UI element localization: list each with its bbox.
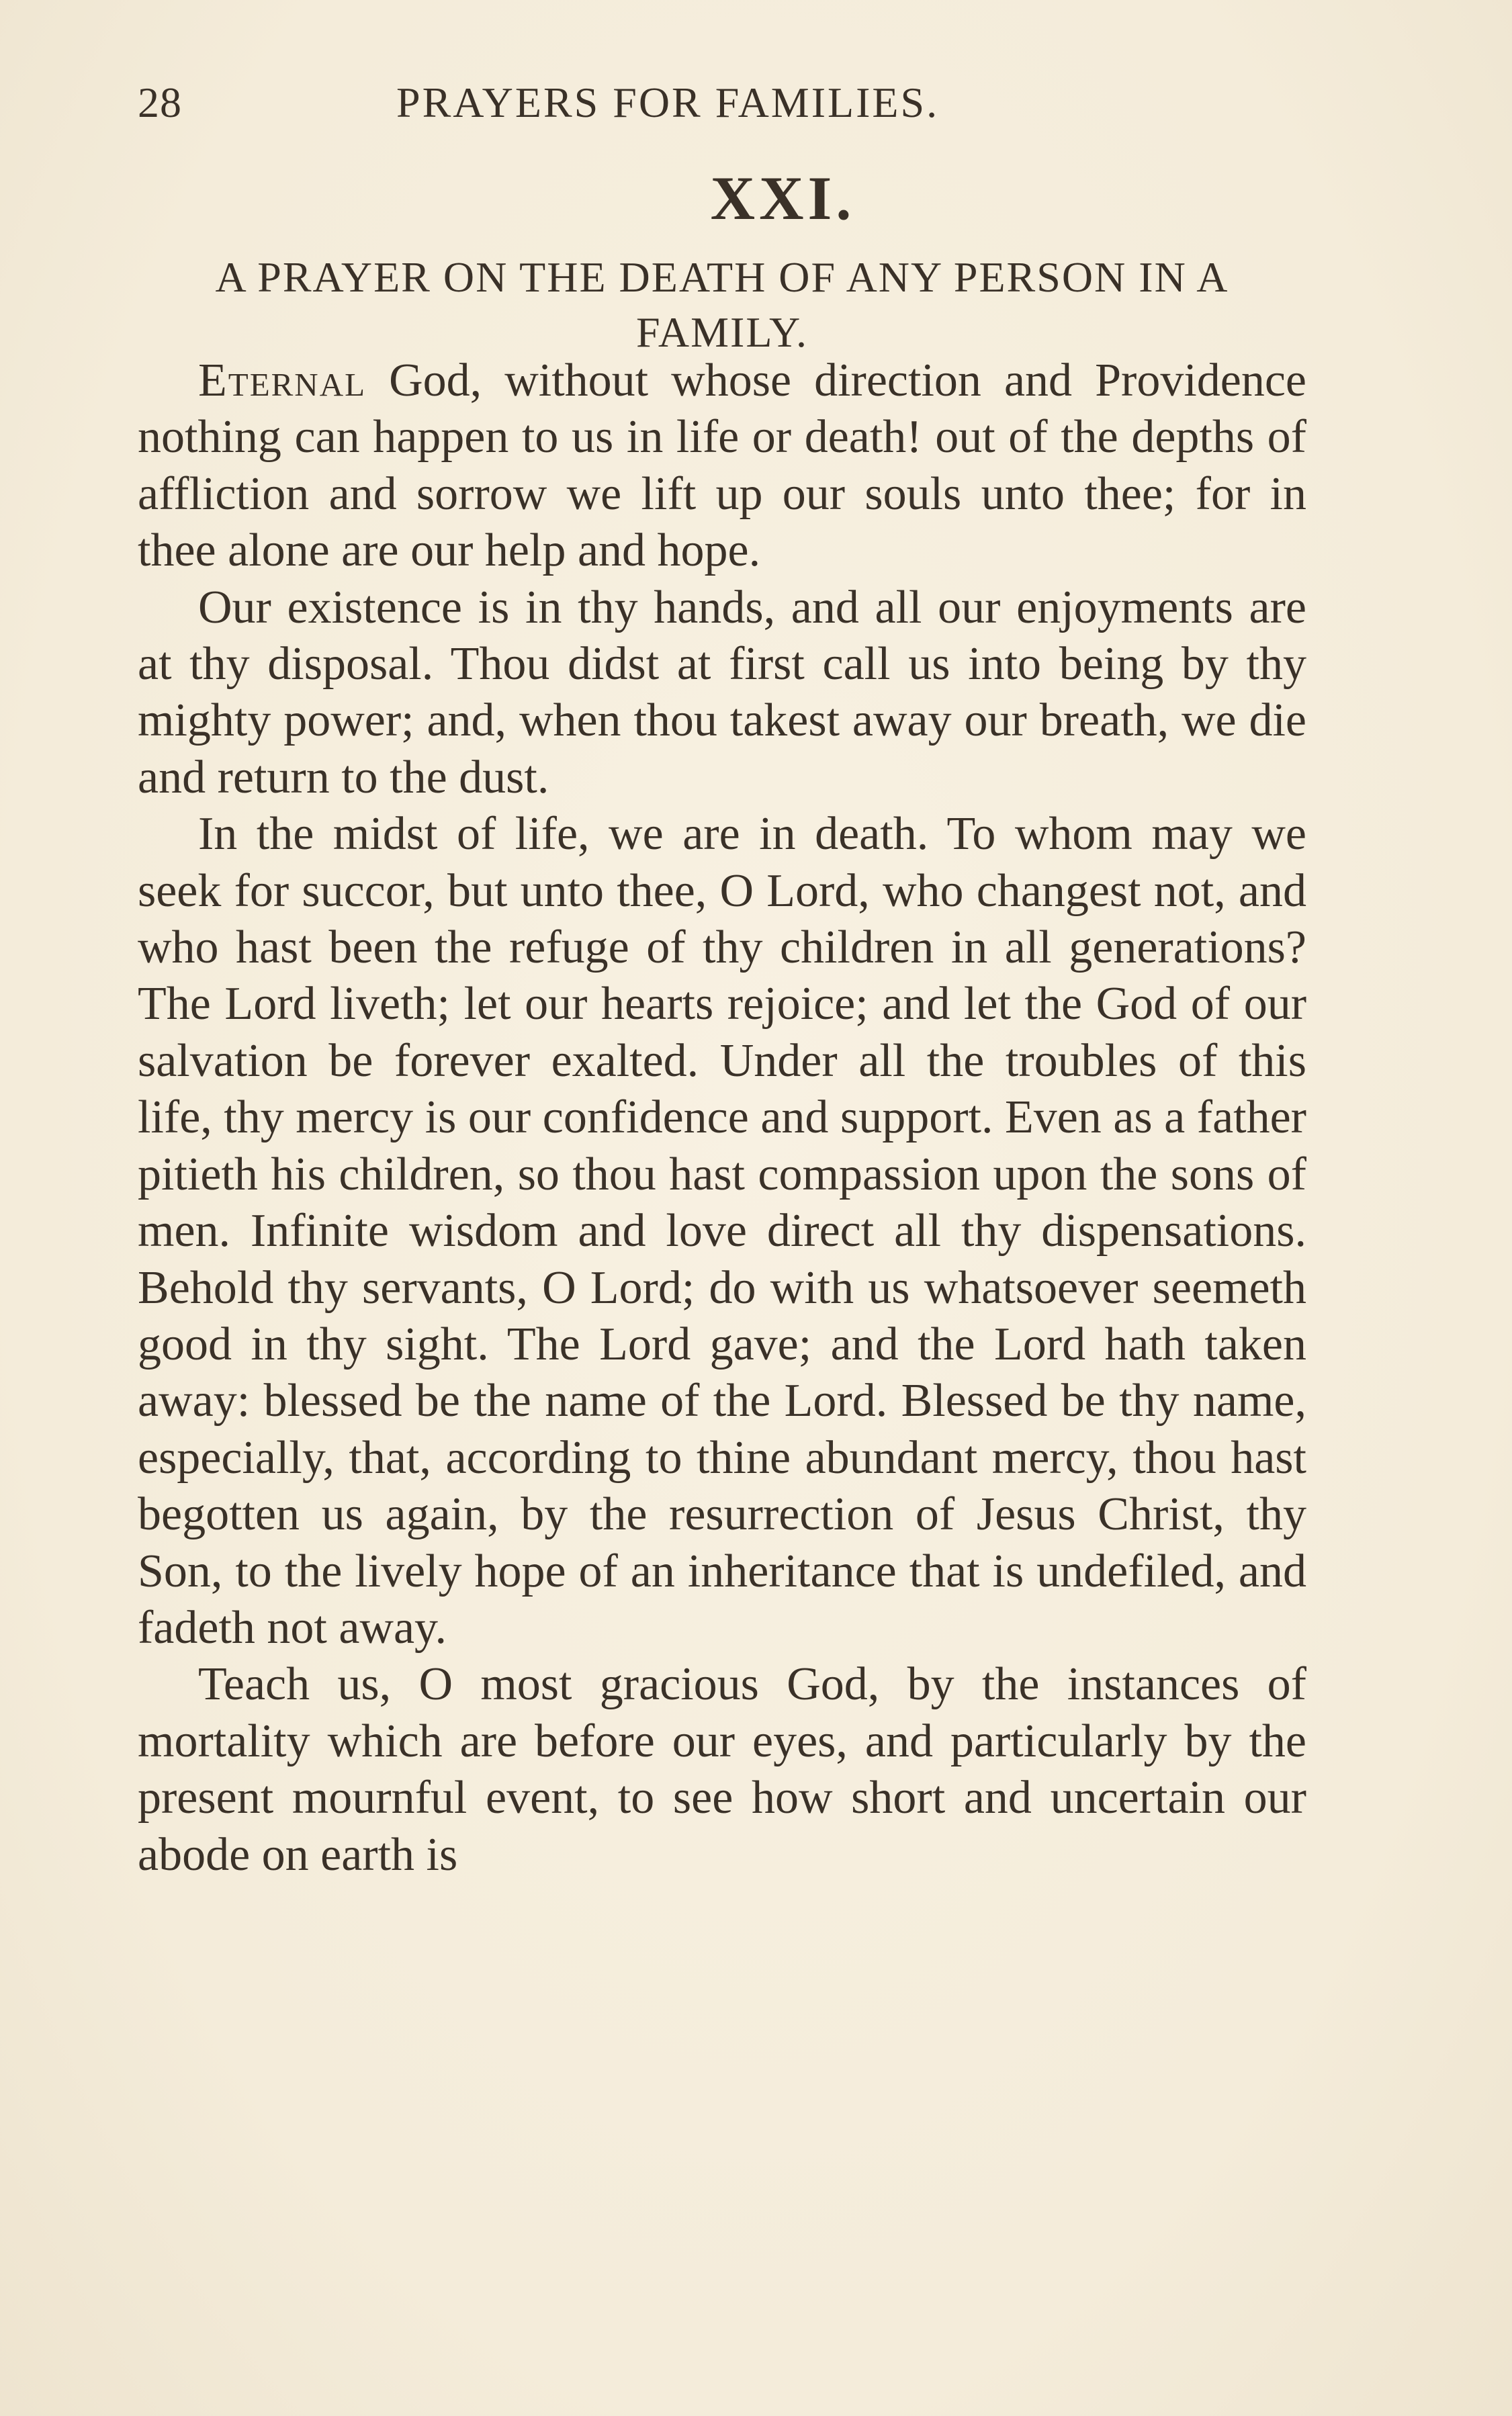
paragraph-3: In the midst of life, we are in death. To whom may we seek for succor, but unto thee, O Lord, who changest not, and who hast been the refuge of thy children in all generations? The Lord liveth; let our hearts rejoice; and let the God of our salvation be forever exalted. Under all the troubles of this life, thy mercy is our confidence and support. Even as a father pitieth his children, so thou hast compassion upon the sons of men. Infinite wisdom and love direct all thy dispensations. Behold thy servants, O Lord; do with us whatsoever seemeth good in thy sight. The Lord gave; and the Lord hath taken away: blessed be the name of the Lord. Blessed be thy name, especially, that, according to thine abundant mercy, thou hast begotten us again, by the resurrection of Jesus Christ, thy Son, to the lively hope of an inheritance that is undefiled, and fadeth not away. [138, 808, 1306, 1654]
running-head [138, 73, 1414, 133]
section-number: XXI. [710, 164, 856, 232]
paragraph-lead-word: Eternal [198, 355, 367, 406]
paragraph-text: God, without whose direction and Providence nothing can happen to us in life or death! out of the depths of affliction and sorrow we lift up our souls unto thee; for in thee alone are our help and hope. [138, 355, 1306, 577]
prayer-text [138, 353, 1306, 1883]
paragraph-4: Teach us, O most gracious God, by the instances of mortality which are before our eyes, and particularly by the present mournful event, to see how short and uncertain our abode on earth is [138, 1658, 1306, 1881]
paragraph-1 [138, 353, 1306, 580]
paragraph-2: Our existence is in thy hands, and all our enjoyments are at thy disposal. Thou didst at first call us into being by thy mighty power; and, when thou takest away our breath, we die and return to the dust. [138, 581, 1306, 803]
running-title: PRAYERS FOR FAMILIES. [396, 79, 940, 126]
page-number: 28 [138, 79, 182, 126]
prayer-title: A PRAYER ON THE DEATH OF ANY PERSON IN A FAMILY. [215, 253, 1229, 356]
